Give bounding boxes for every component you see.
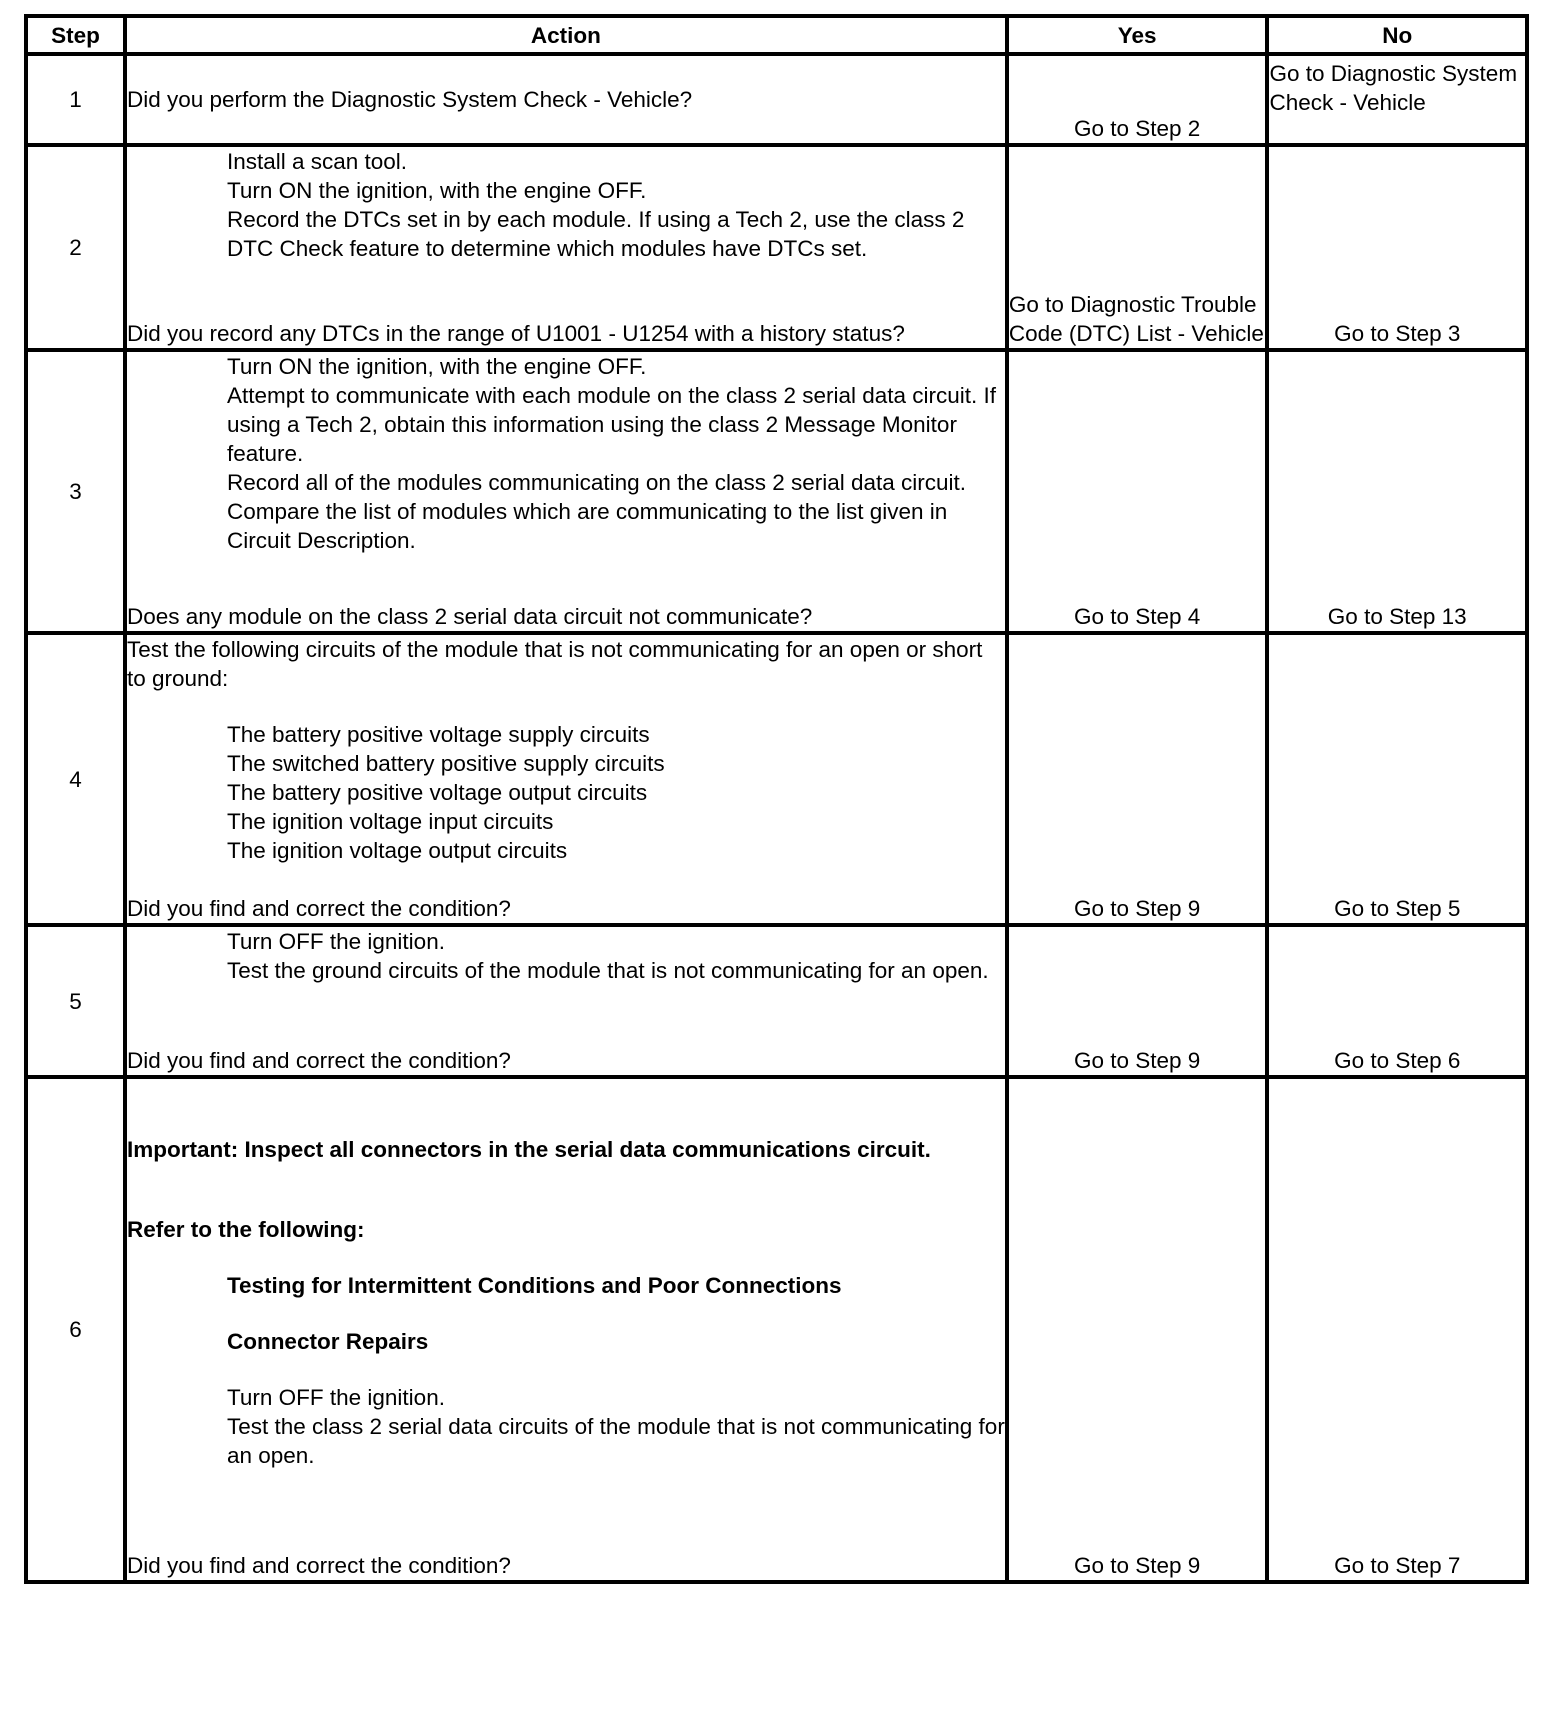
- intro-text: Test the following circuits of the module that is not communicating for an open or short to ground:: [126, 637, 983, 691]
- question-text: Does any module on the class 2 serial data circuit not communicate?: [126, 604, 813, 629]
- instruction-text: Record the DTCs set in by each module. If using a Tech 2, use the class 2 DTC Check feature to determine which modules have DTCs set.: [226, 207, 965, 261]
- action-cell: [125, 925, 1007, 1077]
- no-cell: Go to Step 3: [1267, 145, 1527, 350]
- question-text: Did you perform the Diagnostic System Check - Vehicle?: [126, 87, 693, 112]
- table-row: [26, 633, 1527, 925]
- yes-cell: Go to Step 2: [1007, 54, 1268, 145]
- header-action: Action: [125, 16, 1007, 54]
- action-cell: [125, 633, 1007, 925]
- yes-cell: Go to Diagnostic Trouble Code (DTC) List - Vehicle: [1007, 145, 1268, 350]
- no-cell: Go to Step 5: [1267, 633, 1527, 925]
- header-yes: Yes: [1007, 16, 1268, 54]
- refer-heading: Refer to the following:: [126, 1217, 365, 1242]
- question-text: Did you find and correct the condition?: [126, 1048, 511, 1073]
- action-cell: [125, 1077, 1007, 1582]
- action-cell: [125, 145, 1007, 350]
- no-cell: Go to Step 7: [1267, 1077, 1527, 1582]
- no-cell: Go to Step 13: [1267, 350, 1527, 633]
- reference-link[interactable]: Connector Repairs: [226, 1329, 429, 1354]
- instruction-text: Attempt to communicate with each module on the class 2 serial data circuit. If using a Tech 2, obtain this information using the class 2 Message Monitor feature.: [226, 383, 997, 466]
- question-text: Did you record any DTCs in the range of U1001 - U1254 with a history status?: [126, 321, 905, 346]
- list-item: The ignition voltage output circuits: [226, 838, 568, 863]
- step-number: 1: [26, 54, 125, 145]
- yes-cell: Go to Step 9: [1007, 633, 1268, 925]
- diagnostic-table: [24, 14, 1529, 1584]
- question-text: Did you find and correct the condition?: [126, 896, 511, 921]
- list-item: The switched battery positive supply circuits: [226, 751, 665, 776]
- instruction-text: Compare the list of modules which are communicating to the list given in Circuit Description.: [226, 499, 948, 553]
- instruction-text: Turn ON the ignition, with the engine OFF.: [226, 178, 647, 203]
- action-cell: [125, 54, 1007, 145]
- yes-cell: Go to Step 9: [1007, 925, 1268, 1077]
- step-number: 3: [26, 350, 125, 633]
- list-item: The battery positive voltage output circuits: [226, 780, 648, 805]
- reference-link[interactable]: Testing for Intermittent Conditions and Poor Connections: [226, 1273, 842, 1298]
- header-row: [26, 16, 1527, 54]
- instruction-text: Install a scan tool.: [226, 149, 408, 174]
- instruction-text: Test the class 2 serial data circuits of the module that is not communicating for an open.: [226, 1414, 1005, 1468]
- header-step: Step: [26, 16, 125, 54]
- list-item: The battery positive voltage supply circuits: [226, 722, 650, 747]
- table-row: [26, 350, 1527, 633]
- yes-cell: Go to Step 9: [1007, 1077, 1268, 1582]
- step-number: 5: [26, 925, 125, 1077]
- instruction-text: Turn OFF the ignition.: [226, 1385, 445, 1410]
- step-number: 2: [26, 145, 125, 350]
- step-number: 6: [26, 1077, 125, 1582]
- no-cell: Go to Diagnostic System Check - Vehicle: [1267, 54, 1527, 145]
- table-row: [26, 1077, 1527, 1582]
- table-row: [26, 54, 1527, 145]
- instruction-text: Test the ground circuits of the module that is not communicating for an open.: [226, 958, 989, 983]
- instruction-text: Turn ON the ignition, with the engine OFF.: [226, 354, 647, 379]
- question-text: Did you find and correct the condition?: [126, 1553, 511, 1578]
- instruction-text: Record all of the modules communicating on the class 2 serial data circuit.: [226, 470, 967, 495]
- yes-cell: Go to Step 4: [1007, 350, 1268, 633]
- header-no: No: [1267, 16, 1527, 54]
- important-note: Important: Inspect all connectors in the serial data communications circuit.: [126, 1137, 931, 1162]
- table-row: [26, 925, 1527, 1077]
- table-row: [26, 145, 1527, 350]
- action-cell: [125, 350, 1007, 633]
- no-cell: Go to Step 6: [1267, 925, 1527, 1077]
- step-number: 4: [26, 633, 125, 925]
- list-item: The ignition voltage input circuits: [226, 809, 554, 834]
- instruction-text: Turn OFF the ignition.: [226, 929, 445, 954]
